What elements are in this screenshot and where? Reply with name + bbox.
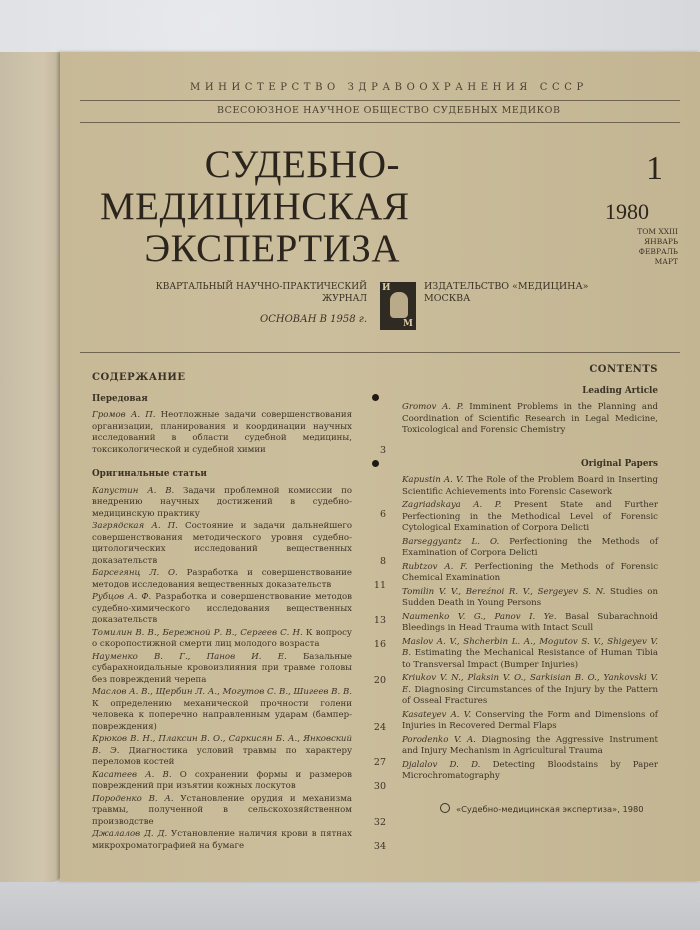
entry-title: Базальные субарахноидальные кровоизлияния при травме головы без повреждений черепа — [92, 651, 352, 685]
entry-page-number: 34 — [373, 840, 386, 852]
publisher-city: МОСКВА — [424, 293, 471, 304]
issue-year: 1980 — [605, 199, 649, 224]
entry-title: Perfectioning the Methods of Examination of Corpora Delicti — [402, 536, 658, 558]
entry-authors: Kapustin A. V. — [402, 475, 464, 485]
entry-authors: Tomilin V. V., Bereźnoi R. V., Sergeyev S. N. — [402, 586, 606, 597]
entry-authors: Gromov A. P. — [402, 402, 464, 412]
section-entries-en-leading — [402, 402, 658, 437]
bullet-marker — [372, 460, 379, 467]
section-entries-ru-leading — [92, 410, 386, 456]
entry-authors: Барсегянц Л. О. — [92, 568, 178, 578]
entry-authors: Капустин А. В. — [92, 485, 175, 496]
entry-title: Диагностика условий травмы по характеру переломов костей — [92, 745, 353, 767]
contents-english — [402, 364, 658, 785]
entry-page-number: 30 — [373, 781, 386, 792]
entry-title: Diagnosing Circumstances of the Injury by the Pattern of Osseal Fractures — [402, 684, 659, 706]
entry-title: Задачи проблемной комиссии по внедрению научных достижений в судебно-медицинскую практику — [92, 485, 352, 519]
section-heading-en: Leading Article — [582, 385, 658, 396]
background-wall — [0, 0, 700, 56]
entry-authors: Djalalov D. D. — [402, 759, 481, 770]
logo-letter-bottom: М — [403, 319, 413, 329]
toc-entry — [92, 485, 386, 521]
entry-page-number: 13 — [373, 615, 386, 626]
entry-authors: Громов А. П. — [92, 410, 156, 420]
entry-title: Установление наличия крови в пятнах микрохроматографией на бумаге — [92, 829, 352, 851]
entry-title: Состояние и задачи дальнейшего совершенствования методического уровня судебно-цитологических исследований вещественных доказательств — [92, 521, 352, 566]
subtitle-line-1: КВАРТАЛЬНЫЙ НАУЧНО-ПРАКТИЧЕСКИЙ — [155, 282, 367, 292]
entry-page-number: 8 — [379, 555, 386, 567]
toc-entry — [92, 734, 386, 769]
entry-title: Разработка и совершенствование методов исследования вещественных доказательств — [92, 568, 352, 590]
bullet-marker — [372, 394, 379, 401]
copyright-text: «Судебно-медицинская экспертиза», 1980 — [456, 804, 644, 814]
journal-subtitle — [120, 281, 367, 305]
entry-page-number: 27 — [373, 757, 386, 768]
toc-entry — [92, 568, 386, 591]
entry-authors: Джалалов Д. Д. — [92, 829, 168, 839]
toc-entry — [92, 521, 386, 567]
entry-page-number: 20 — [373, 674, 386, 686]
entry-authors: Maslov A. V., Shcherbin L. A., Mogutov S. V., Shigeyev V. B. — [402, 636, 658, 658]
divider — [80, 352, 680, 353]
entry-authors: Рубцов А. Ф. — [92, 592, 152, 602]
toc-entry — [402, 612, 658, 635]
entry-page-number: 24 — [373, 721, 386, 733]
entry-authors: Загрядская А. П. — [92, 521, 178, 531]
divider — [80, 122, 680, 123]
copyright-notice — [440, 803, 644, 814]
back-cover-edge — [0, 52, 62, 882]
entry-page-number: 11 — [373, 579, 386, 591]
entry-title: The Role of the Problem Board in Inserting Scientific Achievements into Forensic Casework — [402, 475, 659, 497]
entry-title: К определению механической прочности голени человека к поперечно направленным ударам (бампер-повреждения) — [92, 698, 352, 732]
toc-entry — [402, 760, 658, 783]
section-heading-ru: Передовая — [92, 393, 148, 404]
entry-authors: Barseggyantz L. O. — [402, 536, 500, 547]
toc-entry — [402, 637, 658, 672]
subtitle-line-2: ЖУРНАЛ — [322, 294, 367, 304]
toc-entry — [402, 710, 658, 733]
publisher-logo-icon — [380, 282, 416, 330]
table-surface — [0, 880, 700, 930]
title-line-3: ЭКСПЕРТИЗА — [144, 227, 400, 270]
section-heading-en: Original Papers — [580, 458, 658, 469]
toc-entry — [402, 562, 658, 585]
entry-title: Present State and Further Perfectioning in the Methodical Level of Forensic Cytological Examination of Corpora Delicti — [402, 500, 658, 533]
journal-page — [60, 52, 700, 881]
toc-entry — [92, 627, 386, 651]
journal-title — [100, 143, 410, 270]
founded-line: ОСНОВАН В 1958 г. — [260, 314, 367, 325]
toc-entry — [92, 769, 386, 793]
toc-entry — [402, 673, 658, 708]
issue-number: 1 — [646, 150, 663, 187]
entry-title: Установление орудия и механизма травмы, полученной в сельскохозяйственном производстве — [92, 793, 353, 827]
toc-entry — [402, 500, 658, 535]
toc-entry — [402, 735, 658, 758]
toc-entry — [402, 475, 658, 498]
title-line-1: СУДЕБНО- — [204, 143, 400, 186]
section-entries-en-original — [402, 475, 658, 783]
toc-entry — [92, 793, 386, 829]
logo-portrait — [390, 292, 408, 318]
contents-heading-en: CONTENTS — [589, 364, 658, 375]
entry-authors: Касатеев А. В. — [92, 769, 172, 780]
toc-entry — [92, 651, 386, 687]
divider — [80, 100, 680, 101]
toc-entry — [402, 587, 658, 610]
entry-title: Conserving the Form and Dimensions of Injuries in Recovered Dermal Flaps — [402, 709, 658, 731]
contents-heading-ru: СОДЕРЖАНИЕ — [92, 372, 186, 383]
society-header: ВСЕСОЮЗНОЕ НАУЧНОЕ ОБЩЕСТВО СУДЕБНЫХ МЕДИКОВ — [217, 105, 561, 116]
entry-authors: Науменко В. Г., Панов И. Е. — [92, 651, 287, 662]
toc-entry — [92, 829, 386, 852]
copyright-icon — [440, 803, 450, 813]
toc-entry — [92, 687, 386, 733]
toc-entry — [92, 410, 386, 456]
month-2: ФЕВРАЛЬ — [638, 247, 678, 256]
entry-title: Diagnosing the Aggressive Instrument and Injury Mechanism in Agricultural Trauma — [402, 734, 658, 756]
publisher-name: ИЗДАТЕЛЬСТВО «МЕДИЦИНА» — [424, 281, 589, 292]
contents-russian — [92, 372, 386, 853]
entry-title: Detecting Bloodstains by Paper Microchromatography — [402, 759, 658, 781]
entry-title: Basal Subarachnoid Bleedings in Head Trauma with Intact Scull — [402, 611, 658, 633]
entry-authors: Rubtzov A. F. — [402, 561, 468, 572]
entry-page-number: 16 — [373, 639, 386, 650]
entry-title: Неотложные задачи совершенствования организации, планирования и координации научных исследований в области судебной медицины, токсикологической и судебной химии — [92, 410, 352, 455]
toc-entry — [402, 537, 658, 560]
entry-authors: Zagriadskaya A. P. — [402, 500, 502, 510]
entry-page-number: 32 — [373, 816, 386, 828]
toc-entry — [402, 402, 658, 437]
entry-title: О сохранении формы и размеров повреждений при изъятии кожных лоскутов — [92, 769, 352, 791]
ministry-header: МИНИСТЕРСТВО ЗДРАВООХРАНЕНИЯ СССР — [190, 82, 588, 93]
volume: ТОМ XXIII — [637, 227, 678, 236]
entry-authors: Крюков В. Н., Плаксин В. О., Саркисян Б. А., Янковский В. Э. — [92, 734, 352, 756]
entry-title: Studies on Sudden Death in Young Persons — [402, 586, 659, 608]
entry-title: Estimating the Mechanical Resistance of Human Tibia to Transversal Impact (Bumper Injuries) — [402, 648, 658, 670]
entry-authors: Porodenko V. A. — [402, 734, 476, 745]
entry-authors: Породенко В. А. — [92, 793, 174, 804]
entry-title: К вопросу о скоропостижной смерти лиц молодого возраста — [92, 627, 352, 649]
month-1: ЯНВАРЬ — [644, 237, 678, 246]
entry-authors: Kriukov V. N., Plaksin V. O., Sarkisian B. O., Yankovski V. E. — [402, 673, 658, 695]
entry-authors: Kasateyev A. V. — [402, 709, 472, 720]
toc-entry — [92, 592, 386, 627]
month-3: МАРТ — [654, 257, 678, 266]
entry-title: Разработка и совершенствование методов судебно-химического исследования вещественных доказательств — [92, 592, 352, 625]
title-line-2: МЕДИЦИНСКАЯ — [100, 185, 410, 228]
logo-letter-top: И — [382, 283, 391, 293]
entry-page-number: 3 — [379, 444, 386, 456]
entry-authors: Маслов А. В., Щербин Л. А., Могутов С. В., Шигеев В. В. — [92, 687, 352, 697]
entry-authors: Томилин В. В., Бережной Р. В., Сергеев С. Н. — [92, 627, 303, 638]
entry-page-number: 6 — [379, 508, 386, 520]
entry-authors: Naumenko V. G., Panov I. Ye. — [402, 611, 557, 622]
volume-info — [605, 227, 678, 267]
entry-title: Imminent Problems in the Planning and Coordination of Scientific Research in Legal Medicine, Toxicological and Forensic Chemistry — [402, 402, 658, 435]
section-entries-ru-original — [92, 485, 386, 853]
publisher-info — [424, 281, 588, 305]
entry-title: Perfectioning the Methods of Forensic Chemical Examination — [402, 561, 659, 583]
section-heading-ru: Оригинальные статьи — [92, 469, 207, 479]
